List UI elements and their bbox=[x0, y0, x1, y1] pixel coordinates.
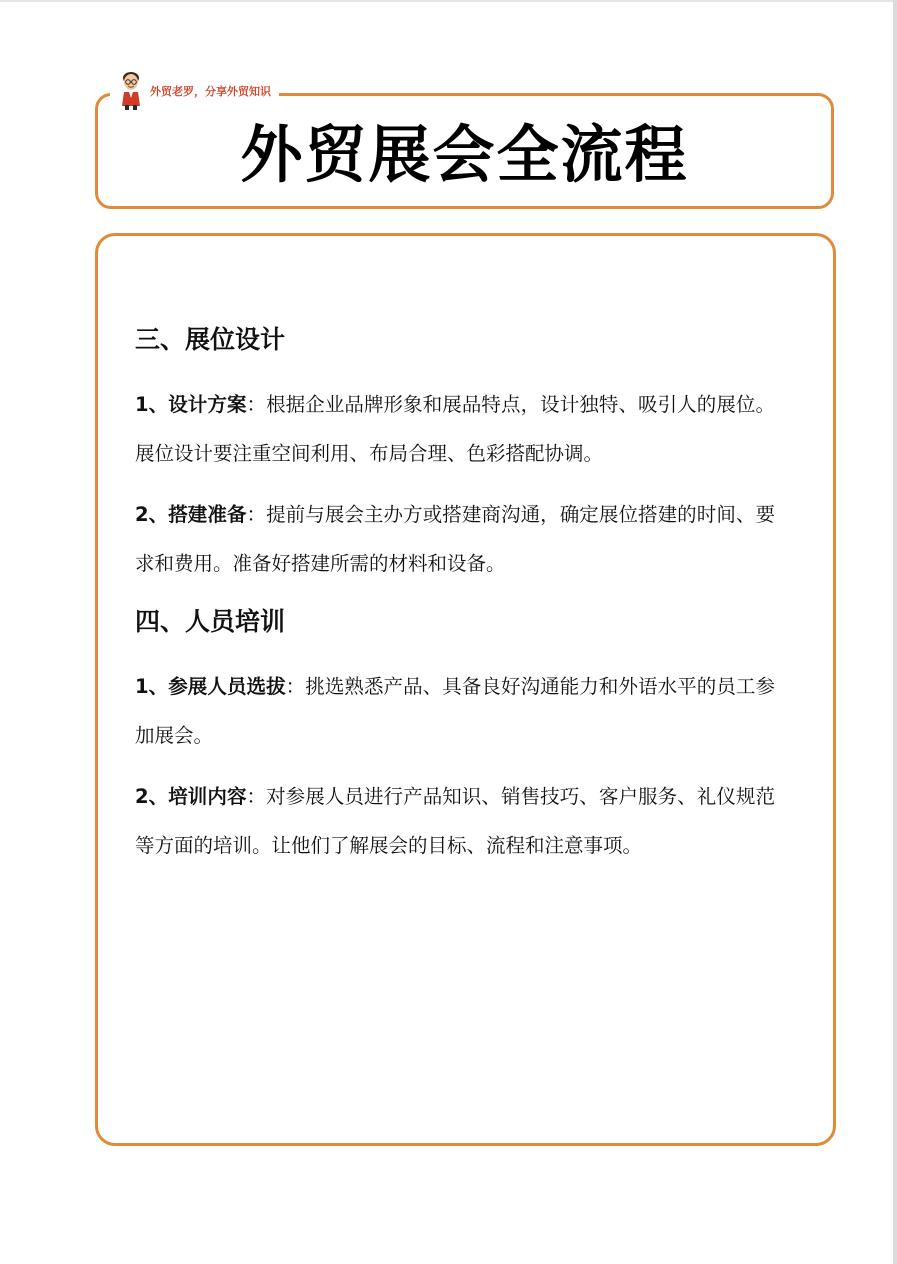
paragraph-training-content bbox=[135, 772, 775, 870]
brand-badge bbox=[110, 70, 279, 110]
page-top-edge bbox=[0, 0, 897, 2]
paragraph-lead: 1、设计方案 bbox=[135, 393, 247, 416]
paragraph-lead: 2、培训内容 bbox=[135, 785, 247, 808]
section-heading-staff-training: 四、人员培训 bbox=[135, 607, 286, 636]
paragraph-lead: 1、参展人员选拔 bbox=[135, 675, 286, 698]
paragraph-text: ：挑选熟悉产品、具备良好沟通能力和外语水平的员工参加展会。 bbox=[135, 675, 775, 747]
paragraph-text: ：根据企业品牌形象和展品特点，设计独特、吸引人的展位。展位设计要注重空间利用、布局合理、色彩搭配协调。 bbox=[135, 393, 775, 465]
document-body bbox=[135, 318, 775, 882]
paragraph-staff-selection bbox=[135, 662, 775, 760]
cartoon-man-avatar-icon bbox=[116, 70, 146, 110]
paragraph-design-plan bbox=[135, 380, 775, 478]
page-title: 外贸展会全流程 bbox=[240, 118, 689, 191]
paragraph-text: ：对参展人员进行产品知识、销售技巧、客户服务、礼仪规范等方面的培训。让他们了解展会的目标、流程和注意事项。 bbox=[135, 785, 775, 857]
page-right-edge bbox=[893, 0, 897, 1264]
paragraph-lead: 2、搭建准备 bbox=[135, 503, 247, 526]
paragraph-build-preparation bbox=[135, 490, 775, 588]
brand-slogan: 外贸老罗，分享外贸知识 bbox=[150, 85, 271, 98]
paragraph-text: ：提前与展会主办方或搭建商沟通，确定展位搭建的时间、要求和费用。准备好搭建所需的材料和设备。 bbox=[135, 503, 775, 575]
section-heading-booth-design: 三、展位设计 bbox=[135, 325, 286, 354]
